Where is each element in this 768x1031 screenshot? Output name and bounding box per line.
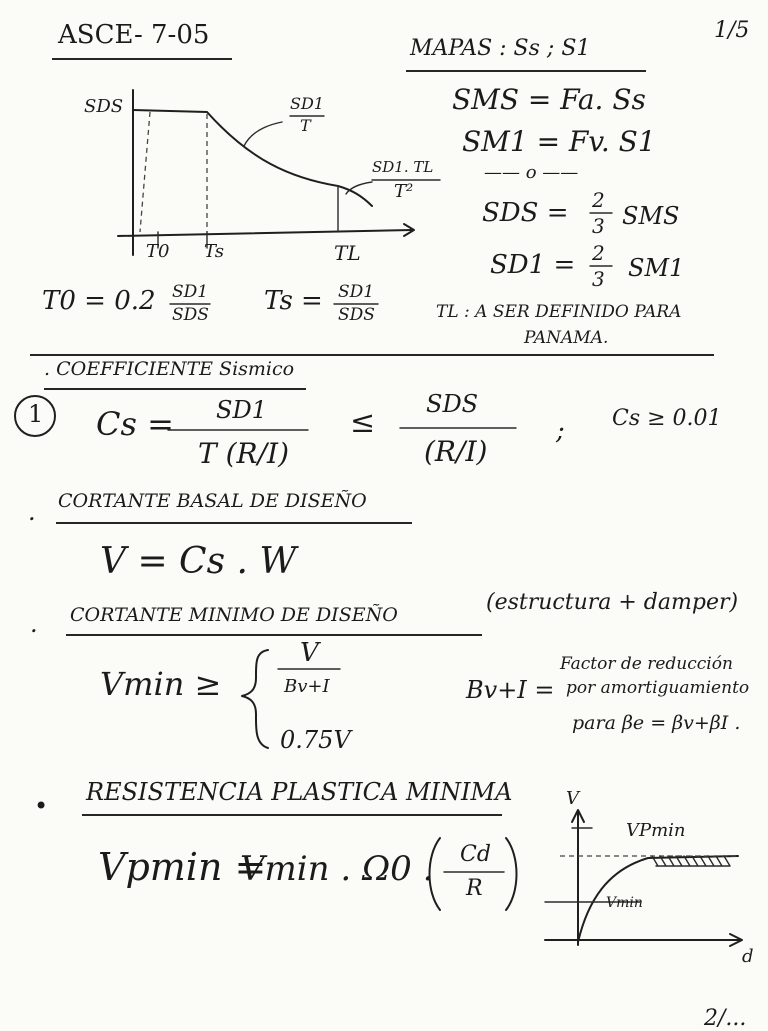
spectrum-x-axis [118,230,412,236]
title-underline [52,58,232,60]
spectrum-rise-dash [140,112,150,232]
factor-line-2: por amortiguamiento [566,678,750,698]
sd1-lhs: SD1 = [490,250,576,280]
x-label-tl: TL [334,241,361,265]
cs-den-1: T (R/I) [198,437,289,470]
x-label-t0: T0 [146,241,170,262]
base-shear-heading: CORTANTE BASAL DE DISEÑO [58,490,367,512]
min-shear-bullet: . [30,610,38,638]
base-shear-bullet: . [28,498,36,526]
cs-den-2: (R/I) [424,435,488,468]
vd-vpmin-label: VPmin [626,820,686,841]
vmin-alt: 0.75V [280,726,351,754]
sms-formula: SMS = Fa. Ss [452,83,646,116]
plastic-heading: RESISTENCIA PLASTICA MINIMA [86,778,513,806]
curve-label-1-den: T [300,116,311,135]
factor-line-3: para βe = βv+βI . [572,712,741,734]
page-title: ASCE- 7-05 [58,20,210,50]
t0-den: SDS [172,305,209,325]
vd-x-label: d [742,946,754,967]
cs-minimum: Cs ≥ 0.01 [612,406,722,431]
cs-lhs: Cs = [96,405,174,443]
sds-three: 3 [592,214,605,238]
ts-den: SDS [338,305,375,325]
sd1-three: 3 [592,267,605,291]
section-divider [30,354,714,356]
base-shear-formula: V = Cs . W [100,541,297,582]
sd1-two: 2 [592,241,605,265]
min-shear-heading: CORTANTE MINIMO DE DISEÑO [70,604,398,626]
marker-number: 1 [28,400,44,428]
t0-definition: T0 = 0.2 [42,286,156,316]
page-number: 1/5 [714,18,750,43]
maps-underline [406,70,646,72]
min-shear-brace [242,650,268,748]
min-shear-underline [66,634,482,636]
sds-two: 2 [592,188,605,212]
plastic-lhs: Vpmin = [98,845,267,889]
sd1-rhs: SM1 [628,254,685,282]
vmin-num: V [300,638,319,668]
design-spectrum-graph [118,90,414,255]
spectrum-curve [133,110,372,206]
tl-definition-2: PANAMA. [524,328,609,348]
curve-label-1-num: SD1 [290,94,324,113]
label-arrow-2 [346,182,372,194]
spectrum-y-label: SDS [84,96,124,117]
seismic-heading: . COEFFICIENTE Sismico [44,358,295,380]
cs-semicolon: ; [556,416,565,446]
bvi-label: Bv+I = [466,676,555,704]
sds-lhs: SDS = [482,198,569,228]
cs-num-2: SDS [426,390,479,418]
min-shear-note: (estructura + damper) [486,590,739,615]
plastic-bullet: • [34,792,49,820]
curve-label-2-num: SD1. TL [372,158,434,176]
plastic-rhs: Vmin . Ω0 . [240,849,434,889]
base-shear-underline [56,522,412,524]
factor-line-1: Factor de reducción [560,654,733,674]
sds-rhs: SMS [622,202,680,230]
plastic-frac-den: R [466,876,483,901]
vd-vmin-label: Vmin [606,895,643,911]
x-label-ts: Ts [204,241,224,262]
vd-y-label: V [566,788,579,809]
curve-label-2-den: T² [394,181,414,202]
cs-num-1: SD1 [216,396,267,424]
plastic-frac-num: Cd [460,842,491,867]
maps-note: MAPAS : Ss ; S1 [410,36,591,61]
vd-curve [578,856,738,942]
ts-definition: Ts = [264,286,323,316]
sm1-formula: SM1 = Fv. S1 [462,125,656,158]
tl-definition: TL : A SER DEFINIDO PARA [436,302,682,322]
ts-num: SD1 [338,282,375,302]
cd-r-right-paren [506,838,517,910]
plastic-underline [82,814,502,816]
vmin-lhs: Vmin ≥ [100,665,222,703]
vmin-den: Bv+I [284,676,330,697]
next-page-number: 2/... [704,1006,747,1031]
seismic-underline [44,388,306,390]
cs-leq: ≤ [350,405,376,440]
formula-separator: —— o —— [484,162,579,183]
t0-num: SD1 [172,282,209,302]
label-arrow-1 [244,122,282,146]
